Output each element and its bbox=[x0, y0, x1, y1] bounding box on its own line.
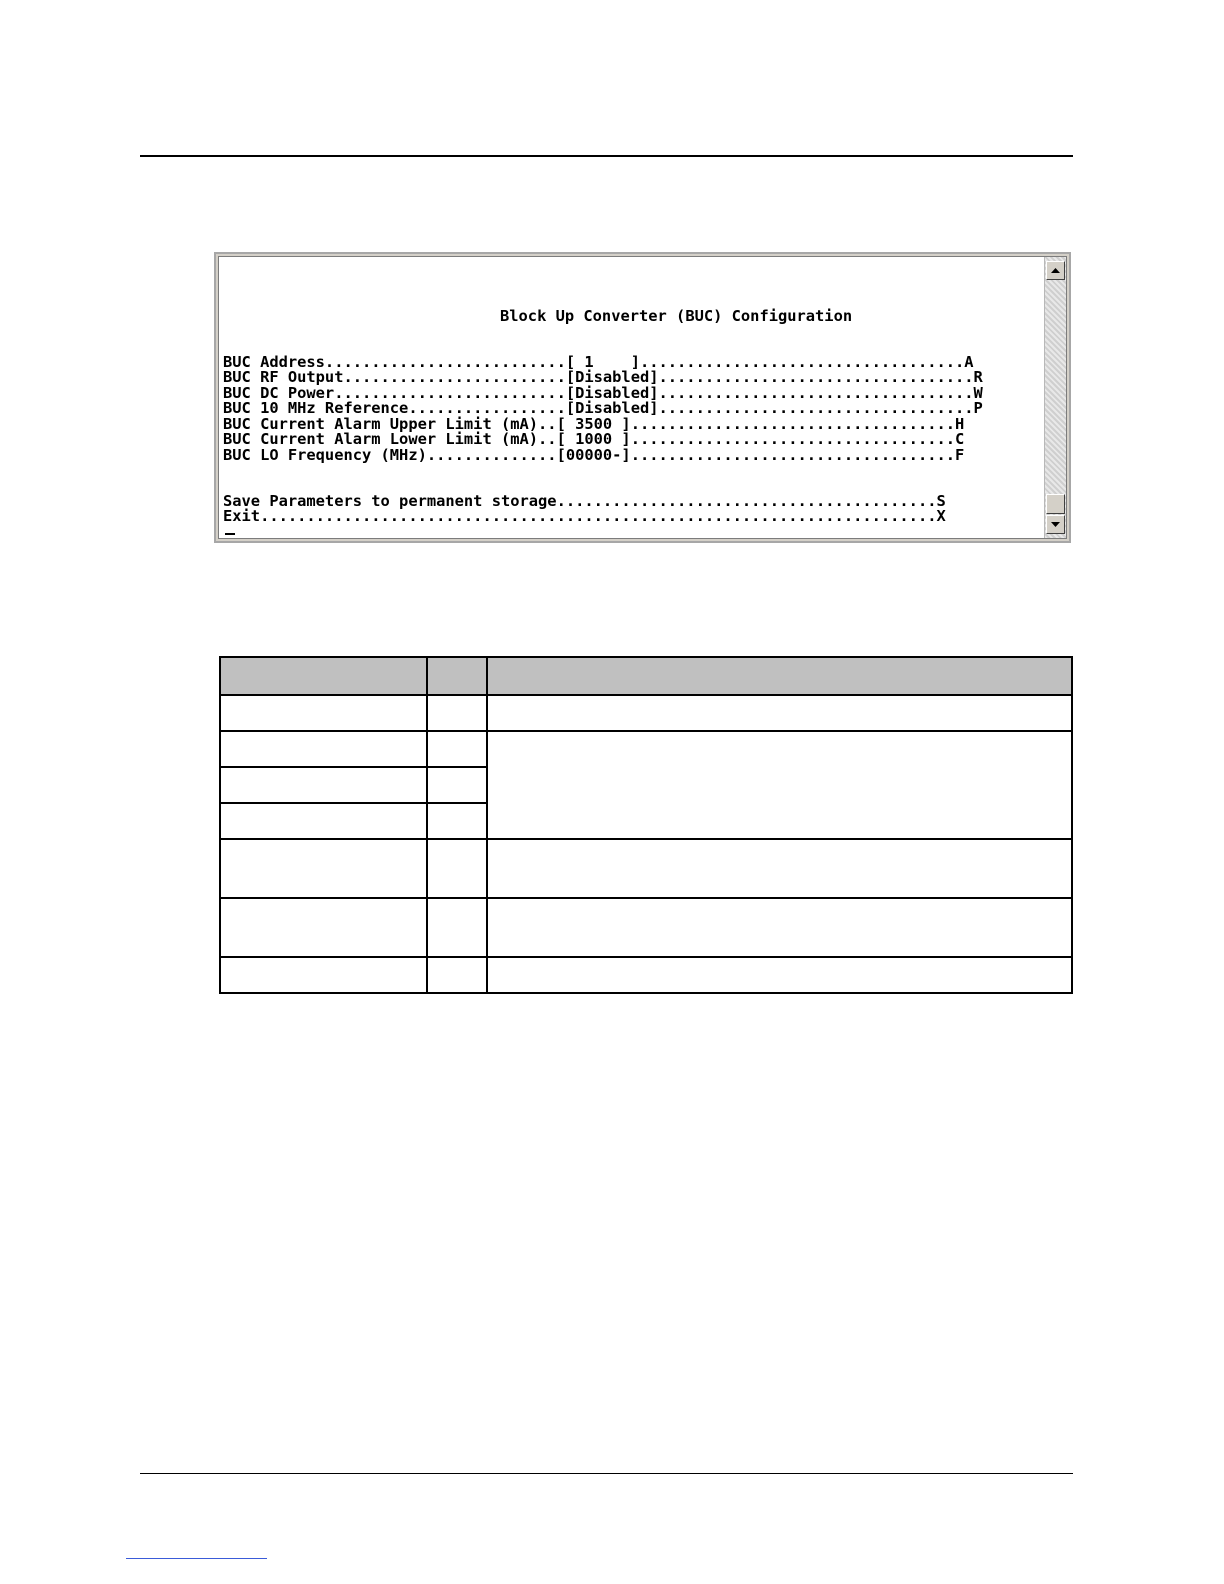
table-header-cell bbox=[487, 657, 1072, 695]
table-row bbox=[220, 898, 1072, 957]
menu-item-buc-10mhz-reference[interactable]: BUC 10 MHz Reference.................[Disabled]..................................P bbox=[223, 399, 983, 417]
table-cell bbox=[487, 898, 1072, 957]
menu-item-buc-lo-frequency[interactable]: BUC LO Frequency (MHz)..............[00000-]...................................F bbox=[223, 446, 965, 464]
footer-link-underline bbox=[126, 1558, 267, 1559]
table-cell bbox=[427, 898, 487, 957]
table-cell bbox=[220, 803, 427, 839]
menu-item-buc-rf-output[interactable]: BUC RF Output........................[Disabled]..................................R bbox=[223, 368, 983, 386]
table-cell bbox=[427, 803, 487, 839]
terminal-screen[interactable] bbox=[223, 257, 1043, 539]
table-cell bbox=[220, 839, 427, 898]
table-cell bbox=[427, 839, 487, 898]
table-row bbox=[220, 695, 1072, 731]
vertical-scrollbar[interactable] bbox=[1044, 257, 1066, 538]
parameter-table bbox=[219, 656, 1073, 994]
table-cell bbox=[487, 957, 1072, 993]
scrollbar-thumb[interactable] bbox=[1046, 494, 1065, 514]
table-row bbox=[220, 957, 1072, 993]
table-cell bbox=[220, 898, 427, 957]
table-cell bbox=[220, 731, 427, 767]
menu-item-exit[interactable]: Exit.........................................................................X bbox=[223, 507, 946, 525]
table-cell bbox=[487, 695, 1072, 731]
table-cell bbox=[427, 957, 487, 993]
top-rule bbox=[140, 155, 1073, 157]
arrow-down-icon bbox=[1051, 522, 1060, 528]
arrow-up-icon bbox=[1051, 268, 1060, 274]
table-header-cell bbox=[220, 657, 427, 695]
menu-item-save-parameters[interactable]: Save Parameters to permanent storage.........................................S bbox=[223, 492, 946, 510]
menu-item-buc-dc-power[interactable]: BUC DC Power.........................[Disabled]..................................W bbox=[223, 384, 983, 402]
scroll-up-button[interactable] bbox=[1046, 261, 1065, 280]
menu-item-buc-alarm-lower-limit[interactable]: BUC Current Alarm Lower Limit (mA)..[ 1000 ]...................................C bbox=[223, 430, 965, 448]
table-cell bbox=[427, 731, 487, 767]
table-cell bbox=[220, 767, 427, 803]
text-cursor bbox=[225, 533, 235, 535]
menu-item-buc-alarm-upper-limit[interactable]: BUC Current Alarm Upper Limit (mA)..[ 3500 ]...................................H bbox=[223, 415, 965, 433]
table-cell bbox=[427, 695, 487, 731]
table-row bbox=[220, 839, 1072, 898]
table-header-cell bbox=[427, 657, 487, 695]
terminal-window bbox=[214, 252, 1071, 543]
table-cell bbox=[220, 957, 427, 993]
table-cell-merged bbox=[487, 731, 1072, 839]
table-header-row bbox=[220, 657, 1072, 695]
table-cell bbox=[220, 695, 427, 731]
table-cell bbox=[487, 839, 1072, 898]
table-cell bbox=[427, 767, 487, 803]
screen-title: Block Up Converter (BUC) Configuration bbox=[500, 307, 853, 325]
scroll-down-button[interactable] bbox=[1046, 515, 1065, 534]
table-row bbox=[220, 731, 1072, 767]
bottom-rule bbox=[140, 1473, 1073, 1474]
terminal-client-area[interactable] bbox=[218, 256, 1067, 539]
menu-item-buc-address[interactable]: BUC Address..........................[ 1 ]...................................A bbox=[223, 353, 974, 371]
